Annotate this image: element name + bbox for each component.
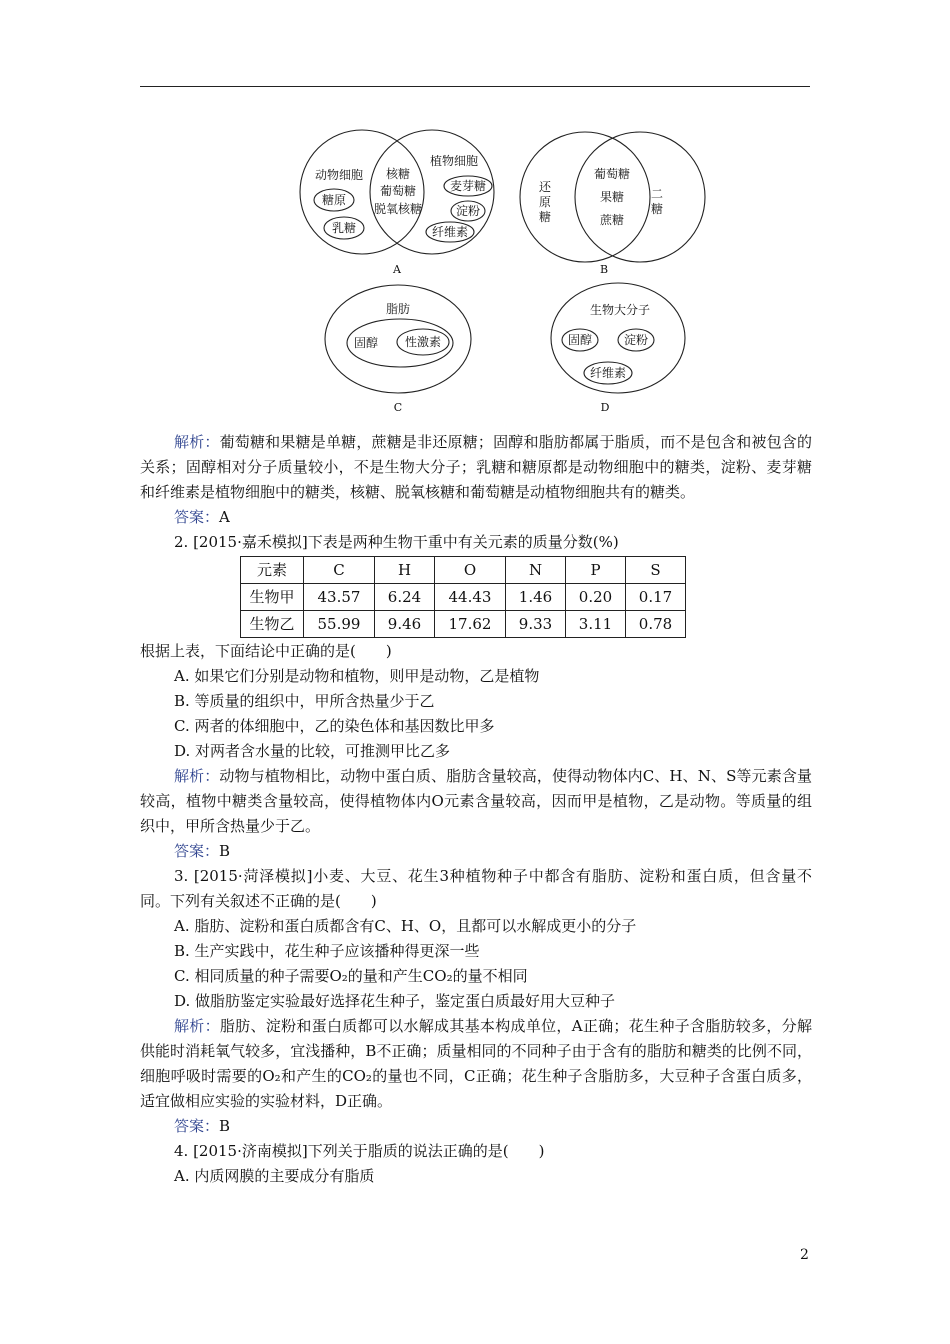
answer-text: A [219, 508, 230, 526]
q3-option: B. 生产实践中，花生种子应该播种得更深一些 [174, 942, 480, 960]
q2-stem: 2. [2015·嘉禾模拟]下表是两种生物干重中有关元素的质量分数(%) [174, 533, 619, 551]
table-header-cell: S [626, 557, 686, 584]
table-header-row [241, 557, 686, 584]
diagram-c-item: 性激素 [404, 335, 442, 349]
q2-option: D. 对两者含水量的比较，可推测甲比乙多 [174, 742, 451, 760]
diagram-b-right-circle [575, 132, 705, 262]
question-content [140, 430, 812, 1189]
diagram-a-right-item: 麦芽糖 [449, 179, 487, 193]
vertical-label-char: 糖 [650, 202, 664, 216]
q2-answer [140, 839, 812, 864]
q3-answer [140, 1114, 812, 1139]
table-cell: 9.46 [375, 611, 435, 638]
diagram-d-caption: D [600, 401, 610, 414]
element-mass-table [240, 556, 686, 638]
q3-option: A. 脂肪、淀粉和蛋白质都含有C、H、O，且都可以水解成更小的分子 [174, 917, 637, 935]
q4-stem: 4. [2015·济南模拟]下列关于脂质的说法正确的是( ) [174, 1142, 545, 1160]
analysis-text: 动物与植物相比，动物中蛋白质、脂肪含量较高，使得动物体内C、H、N、S等元素含量较高，植物中糖类含量较高，使得植物体内O元素含量较高，因而甲是植物，乙是动物。等质量的组织中，甲所含热量少于乙。 [140, 767, 812, 835]
table-row [241, 584, 686, 611]
diagram-a-middle-item: 脱氧核糖 [373, 202, 423, 216]
diagram-d-item: 纤维素 [589, 366, 627, 380]
table-cell: 3.11 [566, 611, 626, 638]
analysis-label: 解析： [174, 433, 220, 451]
diagram-d-item: 淀粉 [623, 333, 649, 347]
q3-stem: 3. [2015·菏泽模拟]小麦、大豆、花生3种植物种子中都含有脂肪、淀粉和蛋白质，但含量不同。下列有关叙述不正确的是( ) [140, 867, 812, 910]
analysis-text: 葡萄糖和果糖是单糖，蔗糖是非还原糖；固醇和脂肪都属于脂质，而不是包含和被包含的关系；固醇相对分子质量较小，不是生物大分子；乳糖和糖原都是动物细胞中的糖类，淀粉、麦芽糖和纤维素是植物细胞中的糖类，核糖、脱氧核糖和葡萄糖是动植物细胞共有的糖类。 [140, 433, 812, 501]
table-cell: 6.24 [375, 584, 435, 611]
answer-label: 答案： [174, 508, 220, 526]
q2-option: C. 两者的体细胞中，乙的染色体和基因数比甲多 [174, 717, 495, 735]
diagram-a-middle-item: 核糖 [385, 167, 411, 181]
table-cell: 生物乙 [241, 611, 304, 638]
diagram-a-left-item: 乳糖 [331, 221, 357, 235]
table-header-cell: H [375, 557, 435, 584]
table-cell: 43.57 [304, 584, 375, 611]
diagram-a-left-item: 糖原 [321, 193, 347, 207]
analysis-label: 解析： [174, 1017, 220, 1035]
q3-analysis [140, 1014, 812, 1114]
diagram-a-right-item: 纤维素 [431, 225, 469, 239]
answer-text: B [219, 1117, 231, 1135]
diagram-c-item: 固醇 [353, 336, 379, 350]
table-cell: 0.17 [626, 584, 686, 611]
table-header-cell: O [435, 557, 506, 584]
table-cell: 44.43 [435, 584, 506, 611]
q1-analysis [140, 430, 812, 505]
header-rule [140, 86, 810, 87]
table-cell: 0.78 [626, 611, 686, 638]
diagram-b-left-label [539, 180, 552, 224]
q1-answer [140, 505, 812, 530]
q3-option: D. 做脂肪鉴定实验最好选择花生种子，鉴定蛋白质最好用大豆种子 [174, 992, 616, 1010]
diagram-b-right-label [651, 187, 663, 216]
table-header-cell: 元素 [241, 557, 304, 584]
answer-label: 答案： [174, 1117, 220, 1135]
table-cell: 1.46 [506, 584, 566, 611]
diagram-a-caption: A [393, 263, 401, 276]
vertical-label-char: 原 [538, 195, 552, 209]
carbohydrate-relationship-diagrams [290, 125, 710, 420]
vertical-label-char: 还 [538, 180, 552, 194]
diagram-d-outer-label: 生物大分子 [589, 303, 651, 317]
q4-option: A. 内质网膜的主要成分有脂质 [174, 1167, 375, 1185]
diagram-c-caption: C [393, 401, 403, 414]
analysis-label: 解析： [174, 767, 220, 785]
diagram-b-middle-item: 葡萄糖 [593, 167, 631, 181]
table-cell: 生物甲 [241, 584, 304, 611]
diagram-d-item: 固醇 [567, 333, 593, 347]
diagram-c-outer-label: 脂肪 [385, 302, 411, 316]
q2-option: A. 如果它们分别是动物和植物，则甲是动物，乙是植物 [174, 667, 540, 685]
answer-text: B [219, 842, 231, 860]
table-header-cell: N [506, 557, 566, 584]
table-header-cell: C [304, 557, 375, 584]
table-cell: 17.62 [435, 611, 506, 638]
diagram-a-middle-item: 葡萄糖 [379, 184, 417, 198]
diagram-a-right-item: 淀粉 [455, 204, 481, 218]
diagram-a-left-label: 动物细胞 [314, 168, 364, 182]
vertical-label-char: 二 [650, 187, 664, 201]
diagram-a-right-label: 植物细胞 [429, 154, 479, 168]
table-cell: 0.20 [566, 584, 626, 611]
table-cell: 55.99 [304, 611, 375, 638]
q3-option: C. 相同质量的种子需要O₂的量和产生CO₂的量不相同 [174, 967, 528, 985]
answer-label: 答案： [174, 842, 220, 860]
diagram-b-middle-item: 果糖 [599, 190, 625, 204]
q2-analysis [140, 764, 812, 839]
table-cell: 9.33 [506, 611, 566, 638]
vertical-label-char: 糖 [538, 210, 552, 224]
table-header-cell: P [566, 557, 626, 584]
diagram-b-middle-item: 蔗糖 [599, 213, 625, 227]
table-row [241, 611, 686, 638]
q2-option: B. 等质量的组织中，甲所含热量少于乙 [174, 692, 435, 710]
page-number: 2 [800, 1247, 809, 1263]
diagram-b-caption: B [599, 263, 609, 276]
q2-question: 根据上表，下面结论中正确的是( ) [140, 642, 392, 660]
analysis-text: 脂肪、淀粉和蛋白质都可以水解成其基本构成单位，A正确；花生种子含脂肪较多，分解供能时消耗氧气较多，宜浅播种，B不正确；质量相同的不同种子由于含有的脂肪和糖类的比例不同，细胞呼吸时需要的O₂和产生的CO₂的量也不同，C正确；花生种子含脂肪多，大豆种子含蛋白质多，适宜做相应实验的实验材料，D正确。 [140, 1017, 812, 1110]
